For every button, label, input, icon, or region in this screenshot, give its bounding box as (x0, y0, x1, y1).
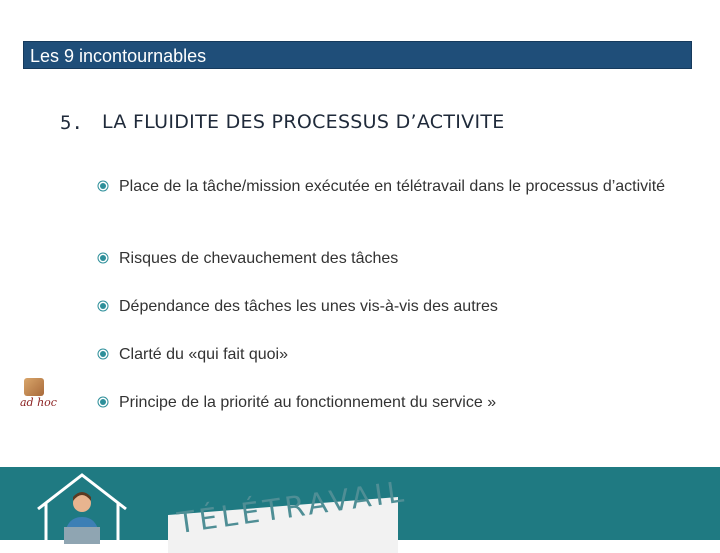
adhoc-logo (20, 378, 57, 412)
logo-image-icon (24, 378, 44, 396)
bullet-dot-icon (100, 183, 106, 189)
bullet-text: Dépendance des tâches les unes vis-à-vis des autres (119, 298, 498, 315)
footer-banner (0, 467, 720, 540)
bullet-dot-icon (100, 351, 106, 357)
bullet-dot-icon (100, 255, 106, 261)
bullet-dot-icon (100, 303, 106, 309)
header-bar (23, 41, 692, 69)
section-title: LA FLUIDITE DES PROCESSUS D’ACTIVITE (102, 111, 505, 133)
bullet-dot-icon (100, 399, 106, 405)
logo-text: ad hoc (20, 396, 57, 409)
header-title: Les 9 incontournables (30, 46, 207, 66)
house-worker-icon (34, 471, 130, 544)
bullet-text: Clarté du «qui fait quoi» (119, 346, 288, 363)
banner-text: TÉLÉTRAVAIL (175, 474, 410, 540)
bullet-text: Principe de la priorité au fonctionnement du service » (119, 394, 497, 411)
bullet-text: Place de la tâche/mission exécutée en télétravail dans le processus d’activité (119, 178, 666, 195)
section-number: 5. (60, 112, 83, 134)
teletravail-banner (168, 474, 410, 540)
bullet-text: Risques de chevauchement des tâches (119, 250, 399, 267)
